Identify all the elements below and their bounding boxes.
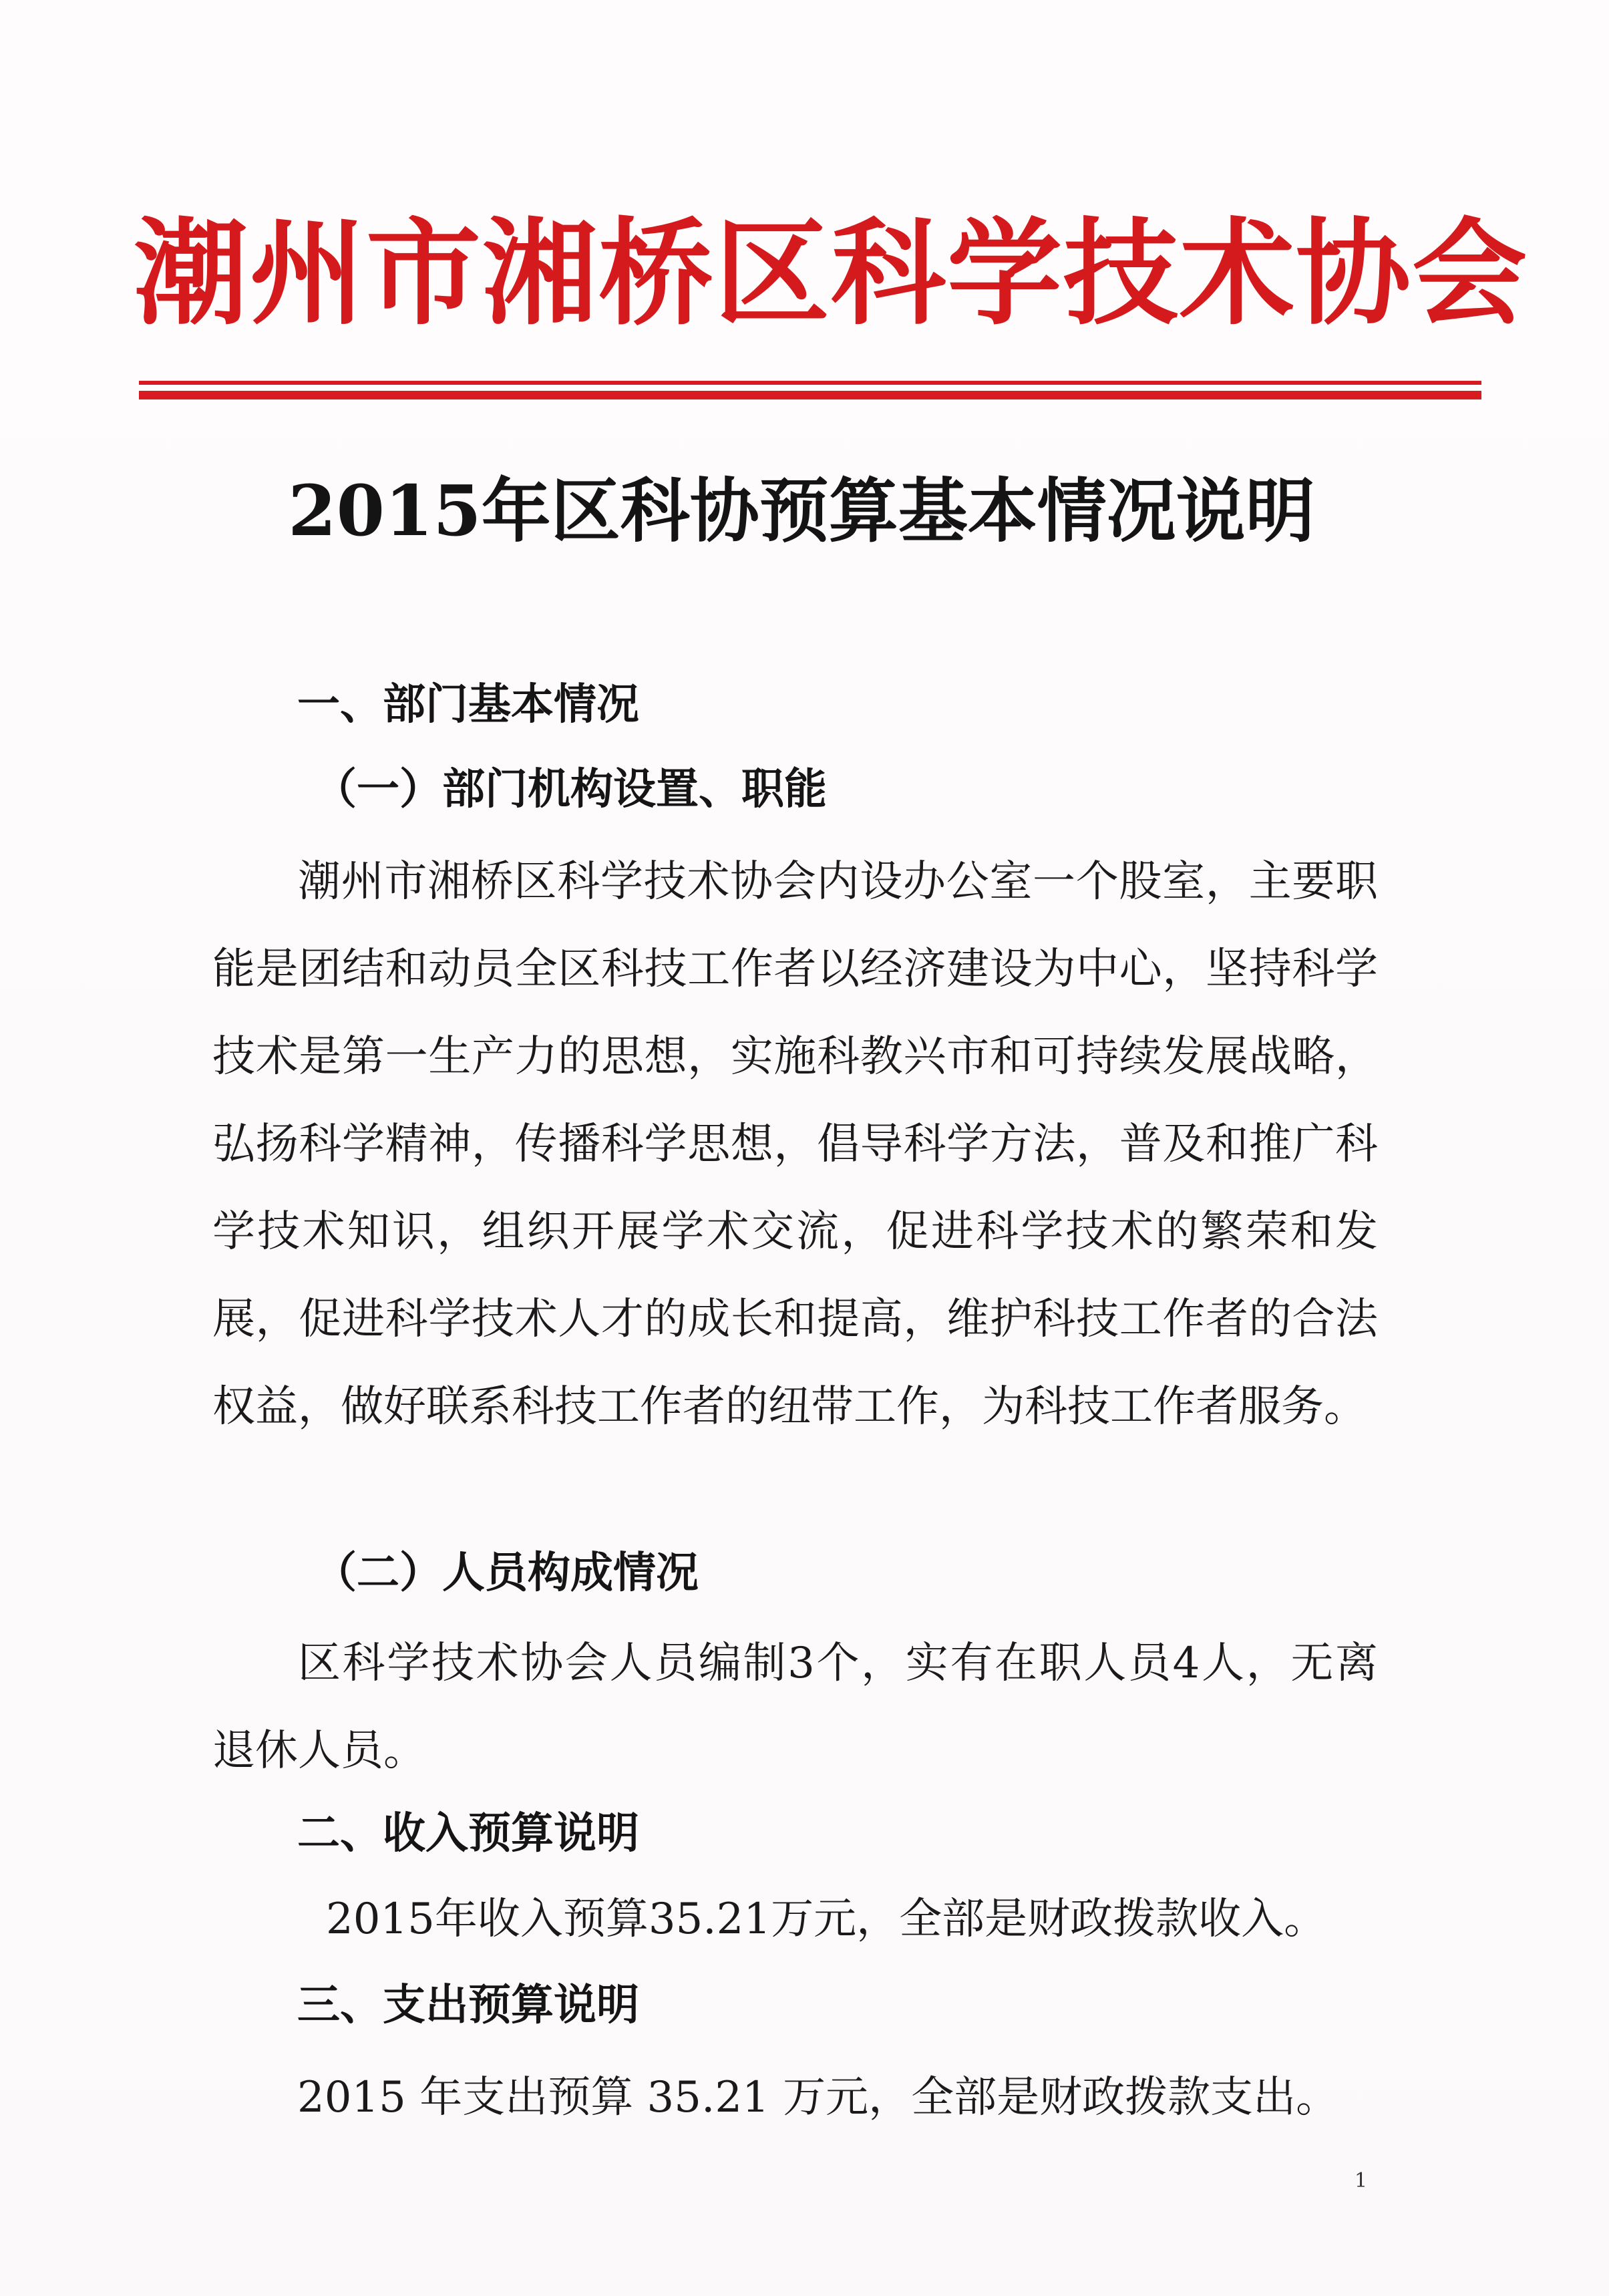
section-3-heading: 三、支出预算说明 — [297, 1980, 639, 2030]
section-1-heading: 一、部门基本情况 — [297, 679, 639, 729]
letterhead-title: 潮州市湘桥区科学技术协会 — [134, 206, 1528, 341]
subsection-1-heading: （一）部门机构设置、职能 — [314, 764, 827, 814]
document-title: 2015年区科协预算基本情况说明 — [288, 470, 1315, 552]
subsection-1-body: 潮州市湘桥区科学技术协会内设办公室一个股室，主要职能是团结和动员全区科技工作者以经济建设为中心，坚持科学技术是第一生产力的思想，实施科教兴市和可持续发展战略，弘扬科学精神，传播科学思想，倡导科学方法，普及和推广科学技术知识，组织开展学术交流，促进科学技术的繁荣和发展，促进科学技术人才的成长和提高，维护科技工作者的合法权益，做好联系科技工作者的纽带工作，为科技工作者服务。 — [212, 857, 1378, 1432]
section-2-heading: 二、收入预算说明 — [297, 1808, 639, 1858]
page-number: 1 — [1355, 2169, 1368, 2192]
section-2-body: 2015年收入预算35.21万元，全部是财政拨款收入。 — [326, 1895, 1327, 1944]
letterhead-divider-thin — [139, 381, 1481, 385]
letterhead-divider-thick — [139, 391, 1481, 399]
section-3-body: 2015 年支出预算 35.21 万元，全部是财政拨款支出。 — [297, 2073, 1339, 2122]
subsection-2-body: 区科学技术协会人员编制3个，实有在职人员4人，无离退休人员。 — [212, 1639, 1378, 1776]
subsection-2-heading: （二）人员构成情况 — [314, 1548, 699, 1598]
